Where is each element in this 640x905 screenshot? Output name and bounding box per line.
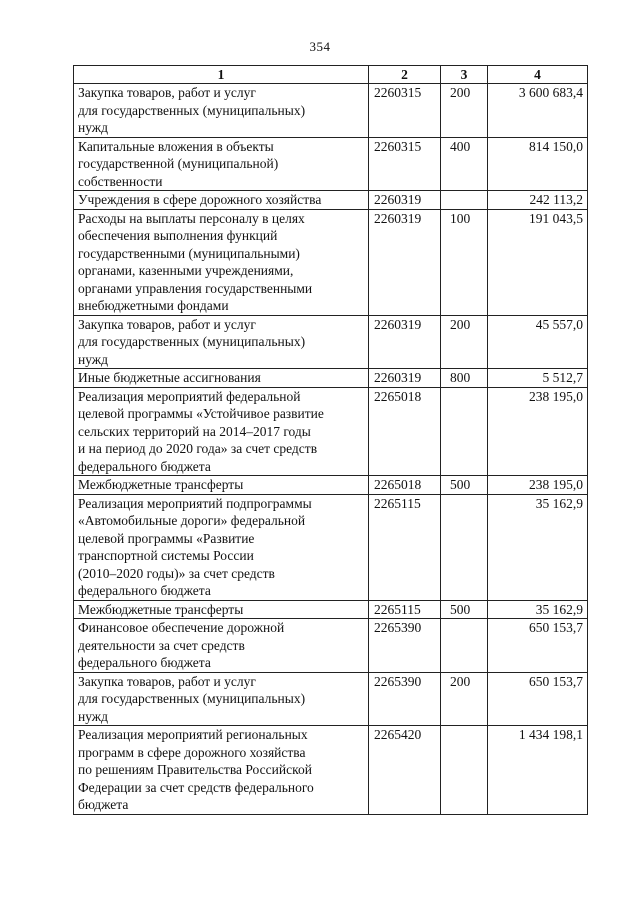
row-type-cell: 200 (441, 672, 488, 726)
row-code-cell: 2265390 (369, 672, 441, 726)
row-type-cell: 400 (441, 137, 488, 191)
row-code-cell: 2260315 (369, 84, 441, 138)
row-amount-cell: 238 195,0 (488, 387, 588, 476)
row-amount-cell: 5 512,7 (488, 369, 588, 388)
row-type-cell (441, 191, 488, 210)
table-row (74, 209, 588, 315)
row-type-cell: 100 (441, 209, 488, 315)
row-name-cell: Закупка товаров, работ и услуг для государственных (муниципальных) нужд (74, 672, 369, 726)
row-amount-cell: 45 557,0 (488, 315, 588, 369)
row-amount-cell: 242 113,2 (488, 191, 588, 210)
row-type-cell: 200 (441, 315, 488, 369)
row-name-cell: Межбюджетные трансферты (74, 476, 369, 495)
row-code-cell: 2260315 (369, 137, 441, 191)
row-name-cell: Иные бюджетные ассигнования (74, 369, 369, 388)
row-name-cell: Реализация мероприятий региональных программ в сфере дорожного хозяйства по решениям Правительства Российской Федерации за счет средств федерального бюджета (74, 726, 369, 815)
table-row (74, 315, 588, 369)
row-code-cell: 2260319 (369, 369, 441, 388)
column-header-4: 4 (488, 66, 588, 84)
page-number: 354 (309, 39, 331, 54)
table-row (74, 494, 588, 600)
table-row (74, 387, 588, 476)
table-row (74, 191, 588, 210)
table-header-row (74, 66, 588, 84)
row-type-cell: 800 (441, 369, 488, 388)
row-name-cell: Реализация мероприятий подпрограммы «Автомобильные дороги» федеральной целевой программы «Развитие транспортной системы России (2010–2020 годы)» за счет средств федерального бюджета (74, 494, 369, 600)
row-code-cell: 2265115 (369, 494, 441, 600)
row-code-cell: 2260319 (369, 315, 441, 369)
table-row (74, 600, 588, 619)
column-header-1: 1 (74, 66, 369, 84)
table-row (74, 726, 588, 815)
row-type-cell (441, 494, 488, 600)
row-code-cell: 2265115 (369, 600, 441, 619)
row-code-cell: 2265390 (369, 619, 441, 673)
row-type-cell: 500 (441, 476, 488, 495)
row-name-cell: Закупка товаров, работ и услуг для государственных (муниципальных) нужд (74, 84, 369, 138)
row-amount-cell: 650 153,7 (488, 672, 588, 726)
row-type-cell: 200 (441, 84, 488, 138)
row-type-cell (441, 387, 488, 476)
row-amount-cell: 35 162,9 (488, 600, 588, 619)
table-row (74, 137, 588, 191)
row-amount-cell: 35 162,9 (488, 494, 588, 600)
row-code-cell: 2265018 (369, 387, 441, 476)
row-type-cell: 500 (441, 600, 488, 619)
row-amount-cell: 814 150,0 (488, 137, 588, 191)
table-row (74, 672, 588, 726)
row-amount-cell: 3 600 683,4 (488, 84, 588, 138)
row-code-cell: 2260319 (369, 209, 441, 315)
budget-table (73, 65, 588, 815)
column-header-2: 2 (369, 66, 441, 84)
row-amount-cell: 650 153,7 (488, 619, 588, 673)
column-header-3: 3 (441, 66, 488, 84)
row-amount-cell: 1 434 198,1 (488, 726, 588, 815)
table-row (74, 476, 588, 495)
row-amount-cell: 238 195,0 (488, 476, 588, 495)
row-name-cell: Межбюджетные трансферты (74, 600, 369, 619)
row-amount-cell: 191 043,5 (488, 209, 588, 315)
row-code-cell: 2265018 (369, 476, 441, 495)
row-name-cell: Расходы на выплаты персоналу в целях обеспечения выполнения функций государственными (муниципальными) органами, казенными учреждениями, органами управления государственными внебюджетными фондами (74, 209, 369, 315)
row-type-cell (441, 619, 488, 673)
row-type-cell (441, 726, 488, 815)
table-row (74, 84, 588, 138)
table-body (74, 84, 588, 815)
table-row (74, 619, 588, 673)
row-code-cell: 2265420 (369, 726, 441, 815)
row-name-cell: Закупка товаров, работ и услуг для государственных (муниципальных) нужд (74, 315, 369, 369)
row-name-cell: Учреждения в сфере дорожного хозяйства (74, 191, 369, 210)
row-name-cell: Реализация мероприятий федеральной целевой программы «Устойчивое развитие сельских территорий на 2014–2017 годы и на период до 2020 года» за счет средств федерального бюджета (74, 387, 369, 476)
row-name-cell: Финансовое обеспечение дорожной деятельности за счет средств федерального бюджета (74, 619, 369, 673)
row-code-cell: 2260319 (369, 191, 441, 210)
table-row (74, 369, 588, 388)
row-name-cell: Капитальные вложения в объекты государственной (муниципальной) собственности (74, 137, 369, 191)
